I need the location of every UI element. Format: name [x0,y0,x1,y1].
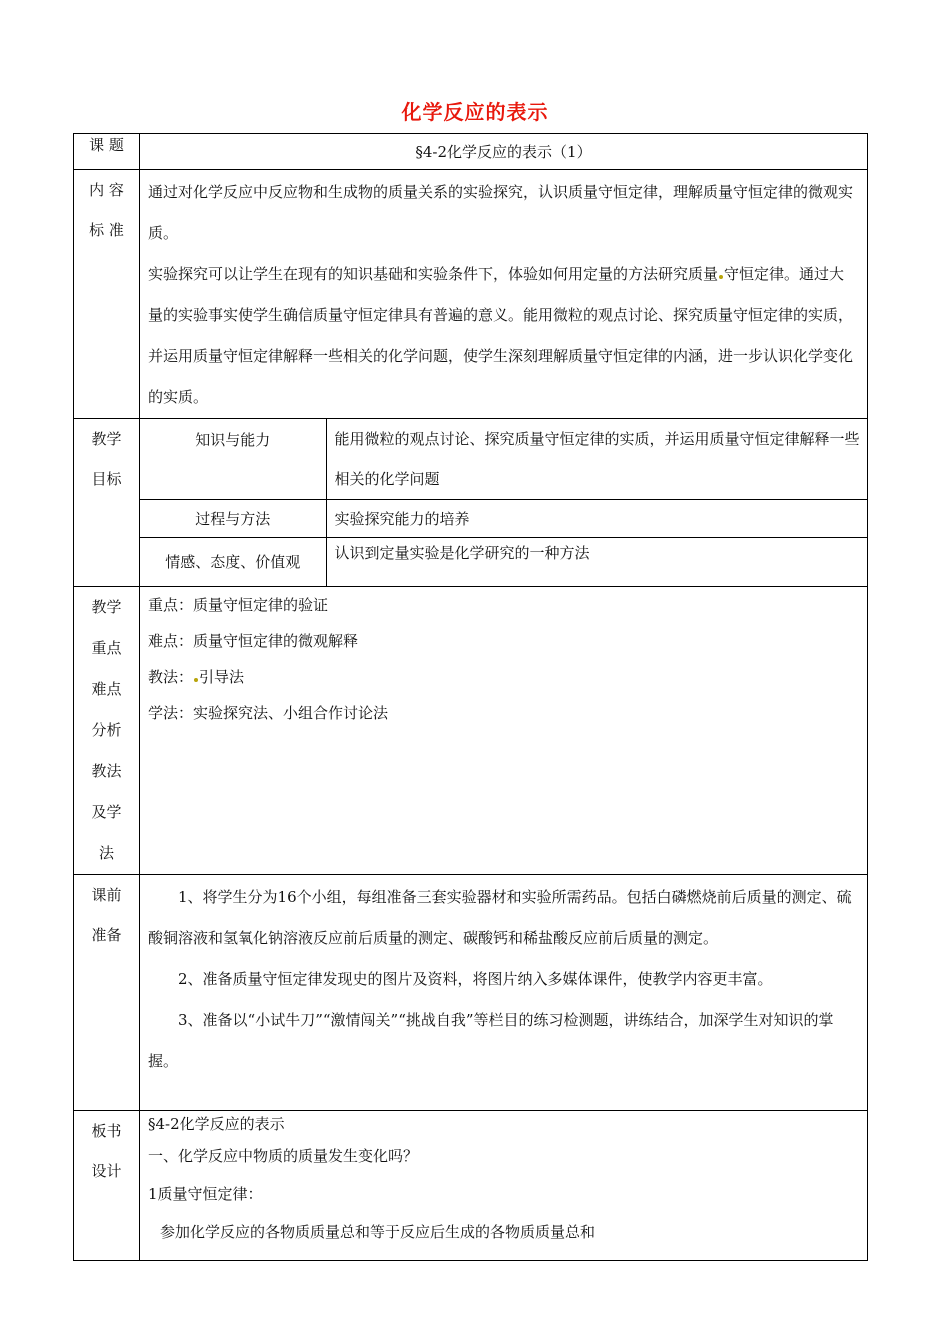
dot-mark-icon [194,678,198,682]
goal-desc: 实验探究能力的培养 [326,500,868,538]
goal-name: 情感、态度、价值观 [140,538,326,586]
goals-label-line2: 目标 [91,470,122,488]
goal-item [140,419,868,500]
board-row [74,1111,868,1261]
analysis-label-line: 分析 [91,721,122,739]
preparation-paragraph-2: 2、准备质量守恒定律发现史的图片及资料，将图片纳入多媒体课件，使教学内容更丰富。 [178,970,773,988]
learning-method: 学法：实验探究法、小组合作讨论法 [148,704,389,722]
board-line-4: 参加化学反应的各物质质量总和等于反应后生成的各物质质量总和 [160,1223,596,1241]
goal-item [140,538,868,586]
goals-content [140,419,868,587]
analysis-label-line: 教学 [91,598,122,616]
standard-label-line1: 内 容 [89,181,124,199]
analysis-label-line: 及学 [91,803,122,821]
dot-mark-icon [719,275,723,279]
page-title: 化学反应的表示 [401,100,549,124]
board-line-2: 一、化学反应中物质的质量发生变化吗？ [148,1147,419,1165]
standard-paragraph-2a: 实验探究可以让学生在现有的知识基础和实验条件下，体验如何用定量的方法研究质量 [148,265,719,283]
teaching-method-prefix: 教法： [148,668,194,686]
preparation-label-line1: 课前 [91,886,122,904]
goal-item [140,500,868,538]
standard-row [74,170,868,419]
topic-label [74,134,140,170]
lesson-plan-table [73,133,868,1261]
standard-label-line2: 标 准 [89,221,124,239]
preparation-label-line2: 准备 [91,926,122,944]
goal-desc-cell [326,419,868,500]
teaching-method-value: 引导法 [199,668,245,686]
board-line-3: 1质量守恒定律： [148,1185,263,1203]
goals-label [74,419,140,587]
topic-label-text: 课 题 [89,136,124,154]
goals-inner-table [140,419,868,586]
analysis-label [74,587,140,875]
analysis-row [74,587,868,875]
topic-value-cell [140,134,868,170]
standard-paragraph-1: 通过对化学反应中反应物和生成物的质量关系的实验探究，认识质量守恒定律，理解质量守恒定律的微观实质。 [148,183,854,242]
topic-row [74,134,868,170]
analysis-label-line: 法 [98,844,114,862]
preparation-content [140,875,868,1111]
board-content [140,1111,868,1261]
analysis-label-line: 教法 [91,762,122,780]
standard-paragraph-2 [148,254,859,418]
goals-label-line1: 教学 [91,430,122,448]
goal-desc: 认识到定量实验是化学研究的一种方法 [326,538,868,586]
key-point: 重点：质量守恒定律的验证 [148,596,329,614]
board-label-line2: 设计 [91,1162,122,1180]
board-label-line1: 板书 [91,1122,122,1140]
goals-row [74,419,868,587]
preparation-label [74,875,140,1111]
goal-name: 知识与能力 [140,419,326,500]
standard-label [74,170,140,419]
preparation-paragraph-1: 1、将学生分为16个小组，每组准备三套实验器材和实验所需药品。包括白磷燃烧前后质量的测定、硫酸铜溶液和氢氧化钠溶液反应前后质量的测定、碳酸钙和稀盐酸反应前后质量的测定。 [148,888,852,947]
standard-content [140,170,868,419]
analysis-label-line: 难点 [91,680,122,698]
topic-value: §4-2化学反应的表示（1） [415,143,592,161]
difficult-point: 难点：质量守恒定律的微观解释 [148,632,359,650]
goal-desc: 能用微粒的观点讨论、探究质量守恒定律的实质，并运用质量守恒定律解释一些相关的化学问题 [334,430,860,488]
analysis-label-line: 重点 [91,639,122,657]
preparation-paragraph-3: 3、准备以“小试牛刀”“激情闯关”“挑战自我”等栏目的练习检测题，讲练结合，加深学生对知识的掌握。 [148,1011,834,1070]
goal-name: 过程与方法 [140,500,326,538]
board-line-1: §4-2化学反应的表示 [148,1115,285,1133]
board-label [74,1111,140,1261]
teaching-method [148,659,859,695]
analysis-content [140,587,868,875]
standard-paragraph-2b: 守恒定律。通过大量的实验事实使学生确信质量守恒定律具有普遍的意义。能用微粒的观点讨论、探究质量守恒定律的实质，并运用质量守恒定律解释一些相关的化学问题，使学生深刻理解质量守恒定律的内涵，进一步认识化学变化的实质。 [148,265,854,406]
preparation-row [74,875,868,1111]
